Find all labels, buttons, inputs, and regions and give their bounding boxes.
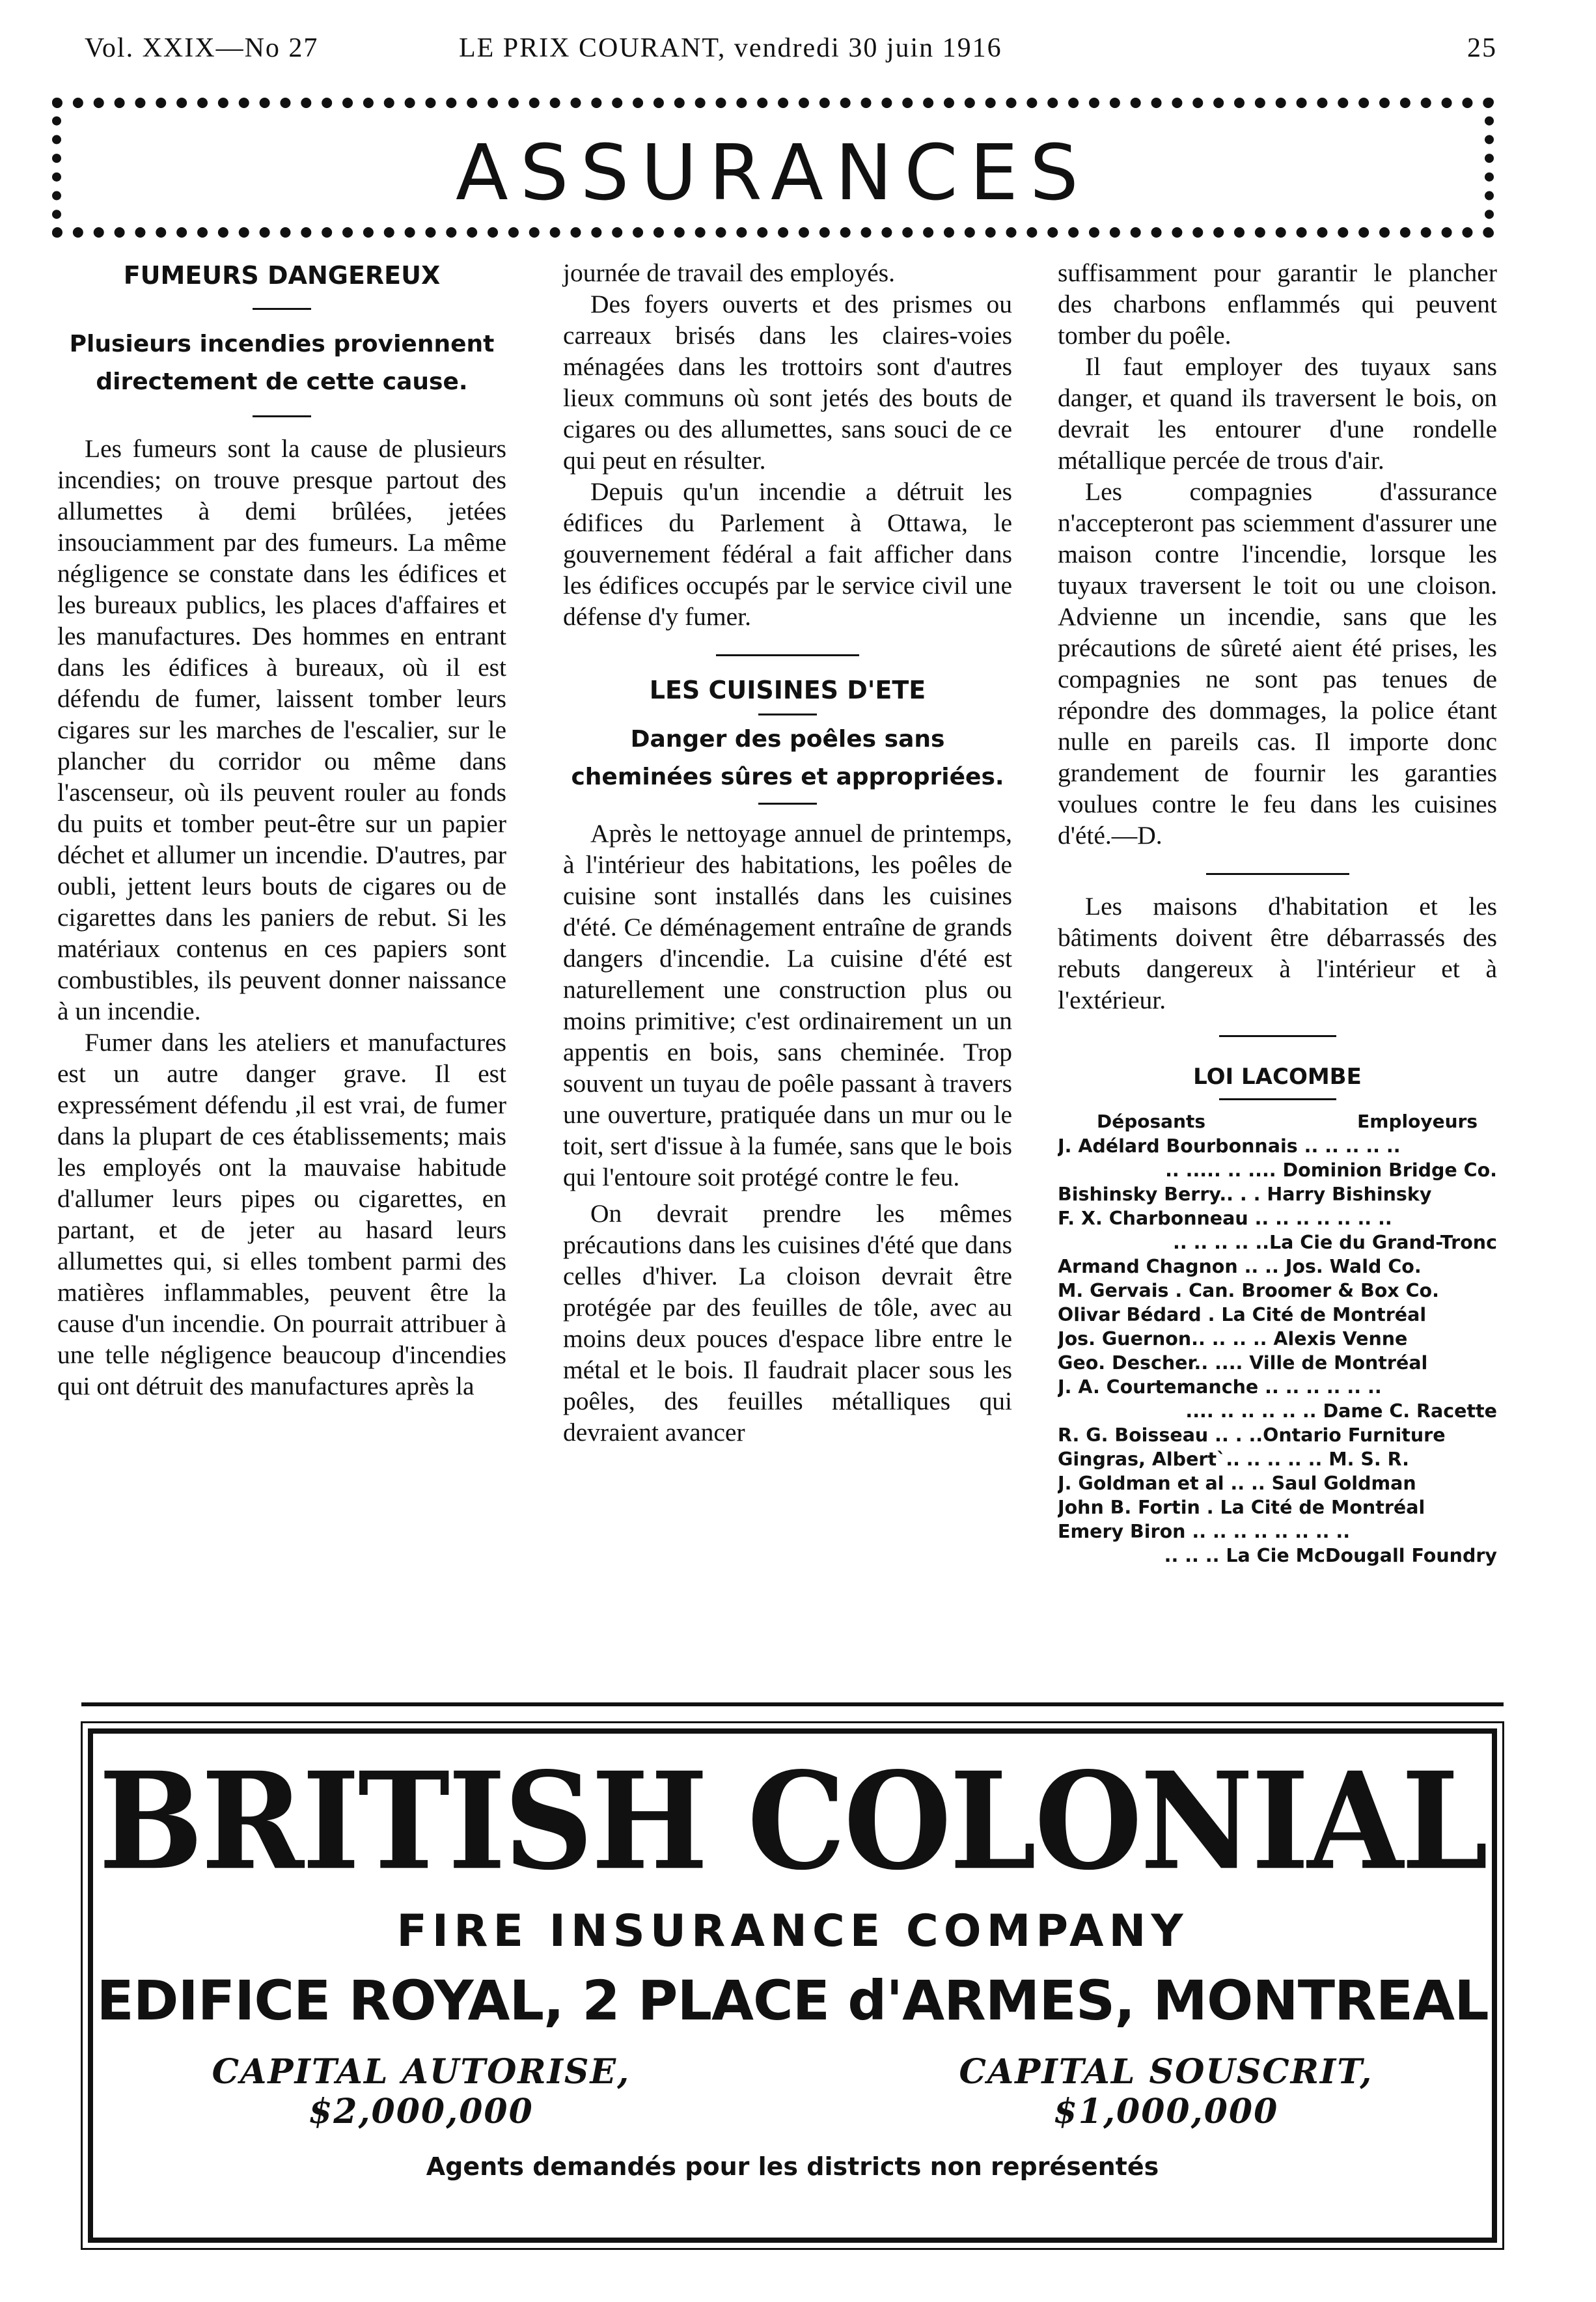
- advertisement: [88, 1728, 1497, 2243]
- loi-entry: Geo. Descher.. .... Ville de Montréal: [1058, 1352, 1428, 1374]
- divider: [758, 714, 817, 715]
- loi-entry: Olivar Bédard . La Cité de Montréal: [1058, 1304, 1427, 1325]
- article-paragraph: On devrait prendre les mêmes précautions dans les cuisines d'été que dans celles d'hiver. La cloison devrait être protégée par des feuilles de tôle, avec au moins deux pouces d'espace libre entre le métal et le bois. Il faudrait placer sous les poêles, des feuilles métalliques qui devraient avancer: [563, 1199, 1012, 1447]
- loi-entry: .... .. .. .. .. .. Dame C. Racette: [1185, 1400, 1497, 1422]
- column-2: [563, 257, 1012, 1448]
- divider: [1219, 1098, 1336, 1100]
- loi-column-headers: [1058, 1109, 1497, 1134]
- loi-entry: F. X. Charbonneau .. .. .. .. .. .. ..: [1058, 1208, 1392, 1229]
- section-banner: [52, 98, 1494, 238]
- article-paragraph: Les fumeurs sont la cause de plusieurs incendies; on trouve presque partout des allumettes à demi brûlées, jetées insouciamment par des fumeurs. La même négligence se constate dans les édifices et les bureaux publics, les places d'affaires et les manufactures. Des hommes en entrant dans les édifices à bureaux, où il est défendu de fumer, laissent tomber leurs cigares sur les marches de l'escalier, sur le plancher du corridor ou même dans l'ascenseur, où ils peuvent rouler au fonds du puits et tomber peut-être sur un papier déchet et allumer un incendie. D'autres, par oubli, jettent leurs bouts de cigares ou de cigarettes dans les paniers de rebut. Si les matériaux contenus en ces papiers sont combustibles, ils peuvent donner naissance à un incendie.: [57, 434, 506, 1025]
- capital-souscrit: CAPITAL SOUSCRIT, $1,000,000: [959, 2052, 1373, 2131]
- loi-entry: J. Goldman et al .. .. Saul Goldman: [1058, 1473, 1416, 1494]
- article-paragraph: journée de travail des employés.: [563, 258, 896, 287]
- article-title: LES CUISINES D'ETE: [649, 676, 926, 704]
- column-3: [1058, 257, 1497, 1568]
- loi-entry: Armand Chagnon .. .. Jos. Wald Co.: [1058, 1256, 1422, 1277]
- journal-title-date: LE PRIX COURANT, vendredi 30 juin 1916: [459, 33, 1002, 63]
- divider: [758, 803, 817, 805]
- note-paragraph: Les maisons d'habitation et les bâtiments doivent être débarrassés des rebuts dangereux à l'intérieur et à l'extérieur.: [1058, 892, 1497, 1014]
- loi-list: [1058, 1134, 1497, 1568]
- loi-entry: Bishinsky Berry.. . . Harry Bishinsky: [1058, 1184, 1432, 1205]
- article-paragraph: suffisamment pour garantir le plancher des charbons enflammés qui peuvent tomber du poêle.: [1058, 258, 1497, 350]
- loi-entry: Gingras, Albert`.. .. .. .. .. M. S. R.: [1058, 1449, 1409, 1470]
- loi-entry: J. A. Courtemanche .. .. .. .. .. ..: [1058, 1376, 1382, 1398]
- deposants-header: Déposants: [1097, 1111, 1206, 1132]
- article-paragraph: Depuis qu'un incendie a détruit les édifices du Parlement à Ottawa, le gouvernement fédéral a fait afficher dans les édifices occupés par le service civil une défense d'y fumer.: [563, 477, 1012, 631]
- loi-entry: Emery Biron .. .. .. .. .. .. .. ..: [1058, 1521, 1351, 1542]
- employeurs-header: Employeurs: [1357, 1111, 1478, 1132]
- ad-company: FIRE INSURANCE COMPANY: [396, 1906, 1189, 1957]
- article-paragraph: Les compagnies d'assurance n'accepteront pas sciemment d'assurer une maison contre l'incendie, lorsque les tuyaux traversent le toit ou une cloison. Advienne un incendie, sans que les précautions de sûreté aient été prises, les compagnies ne sont pas tenues de répondre des dommages, la police étant nulle en pareils cas. Il importe donc grandement de fournir les garanties voulues contre le feu dans les cuisines d'été.—D.: [1058, 477, 1497, 850]
- article-subtitle: Danger des poêles sans cheminées sûres et appropriées.: [571, 726, 1004, 790]
- ad-address: EDIFICE ROYAL, 2 PLACE d'ARMES, MONTREAL: [96, 1969, 1489, 2032]
- loi-entry: Jos. Guernon.. .. .. .. Alexis Venne: [1058, 1328, 1408, 1350]
- volume-number: Vol. XXIX—No 27: [85, 33, 319, 63]
- article-paragraph: Il faut employer des tuyaux sans danger, et quand ils traversent le bois, on devrait les entourer d'une rondelle métallique percée de trous d'air.: [1058, 352, 1497, 475]
- article-paragraph: Après le nettoyage annuel de printemps, à l'intérieur des habitations, les poêles de cuisine sont installés dans les cuisines d'été. Ce déménagement entraîne de grands dangers d'incendie. La cuisine d'été est naturellement une construction plus ou moins primitive; c'est ordinairement un un appentis en bois, sans cheminée. Trop souvent un tuyau de poêle passant à travers une ouverture, pratiquée dans un mur ou le toit, sert d'issue à la fumée, sans que le bois qui l'entoure soit protégé contre le feu.: [563, 819, 1012, 1191]
- article-title: FUMEURS DANGEREUX: [123, 261, 441, 290]
- loi-entry: .. .. .. La Cie McDougall Foundry: [1164, 1545, 1497, 1566]
- divider: [1206, 873, 1349, 875]
- ad-capital: [93, 2052, 1492, 2131]
- section-title: ASSURANCES: [456, 128, 1090, 217]
- article-subtitle: Plusieurs incendies proviennent directement de cette cause.: [69, 331, 495, 395]
- article-paragraph: Des foyers ouverts et des prismes ou carreaux brisés dans les claires-voies ménagées dans les trottoirs sont d'autres lieux communs où sont jetés des bouts de cigares ou des allumettes, sans souci de ce qui peut en résulter.: [563, 290, 1012, 475]
- loi-entry: John B. Fortin . La Cité de Montréal: [1058, 1497, 1425, 1518]
- article-paragraph: Fumer dans les ateliers et manufactures est un autre danger grave. Il est expressément défendu ,il est vrai, de fumer dans la plupart de ces établissements; mais les employés ont la mauvaise habitude d'allumer leurs pipes ou cigarettes, en partant, et de jeter au hasard leurs allumettes qui, si elles tombent parmi des matières inflammables, peuvent être la cause d'un incendie. On pourrait attribuer à une telle négligence beaucoup d'incendies qui ont détruit des manufactures après la: [57, 1028, 506, 1400]
- divider: [253, 415, 311, 417]
- ad-agents: Agents demandés pour les districts non représentés: [426, 2152, 1159, 2181]
- divider: [716, 654, 859, 656]
- page-number: 25: [1467, 33, 1497, 63]
- loi-title: LOI LACOMBE: [1193, 1064, 1362, 1090]
- loi-entry: M. Gervais . Can. Broomer & Box Co.: [1058, 1280, 1439, 1301]
- loi-entry: .. ..... .. .... Dominion Bridge Co.: [1165, 1159, 1497, 1181]
- loi-entry: J. Adélard Bourbonnais .. .. .. .. ..: [1058, 1135, 1401, 1157]
- loi-entry: .. .. .. .. ..La Cie du Grand-Tronc: [1173, 1232, 1497, 1253]
- loi-entry: R. G. Boisseau .. . ..Ontario Furniture: [1058, 1424, 1446, 1446]
- divider: [1219, 1035, 1336, 1037]
- capital-autorise: CAPITAL AUTORISE, $2,000,000: [212, 2052, 631, 2131]
- page-header: [85, 26, 1497, 72]
- column-1: [57, 257, 506, 1402]
- horizontal-rule: [81, 1702, 1504, 1706]
- ad-brand: BRITISH COLONIAL: [98, 1743, 1487, 1900]
- divider: [253, 308, 311, 310]
